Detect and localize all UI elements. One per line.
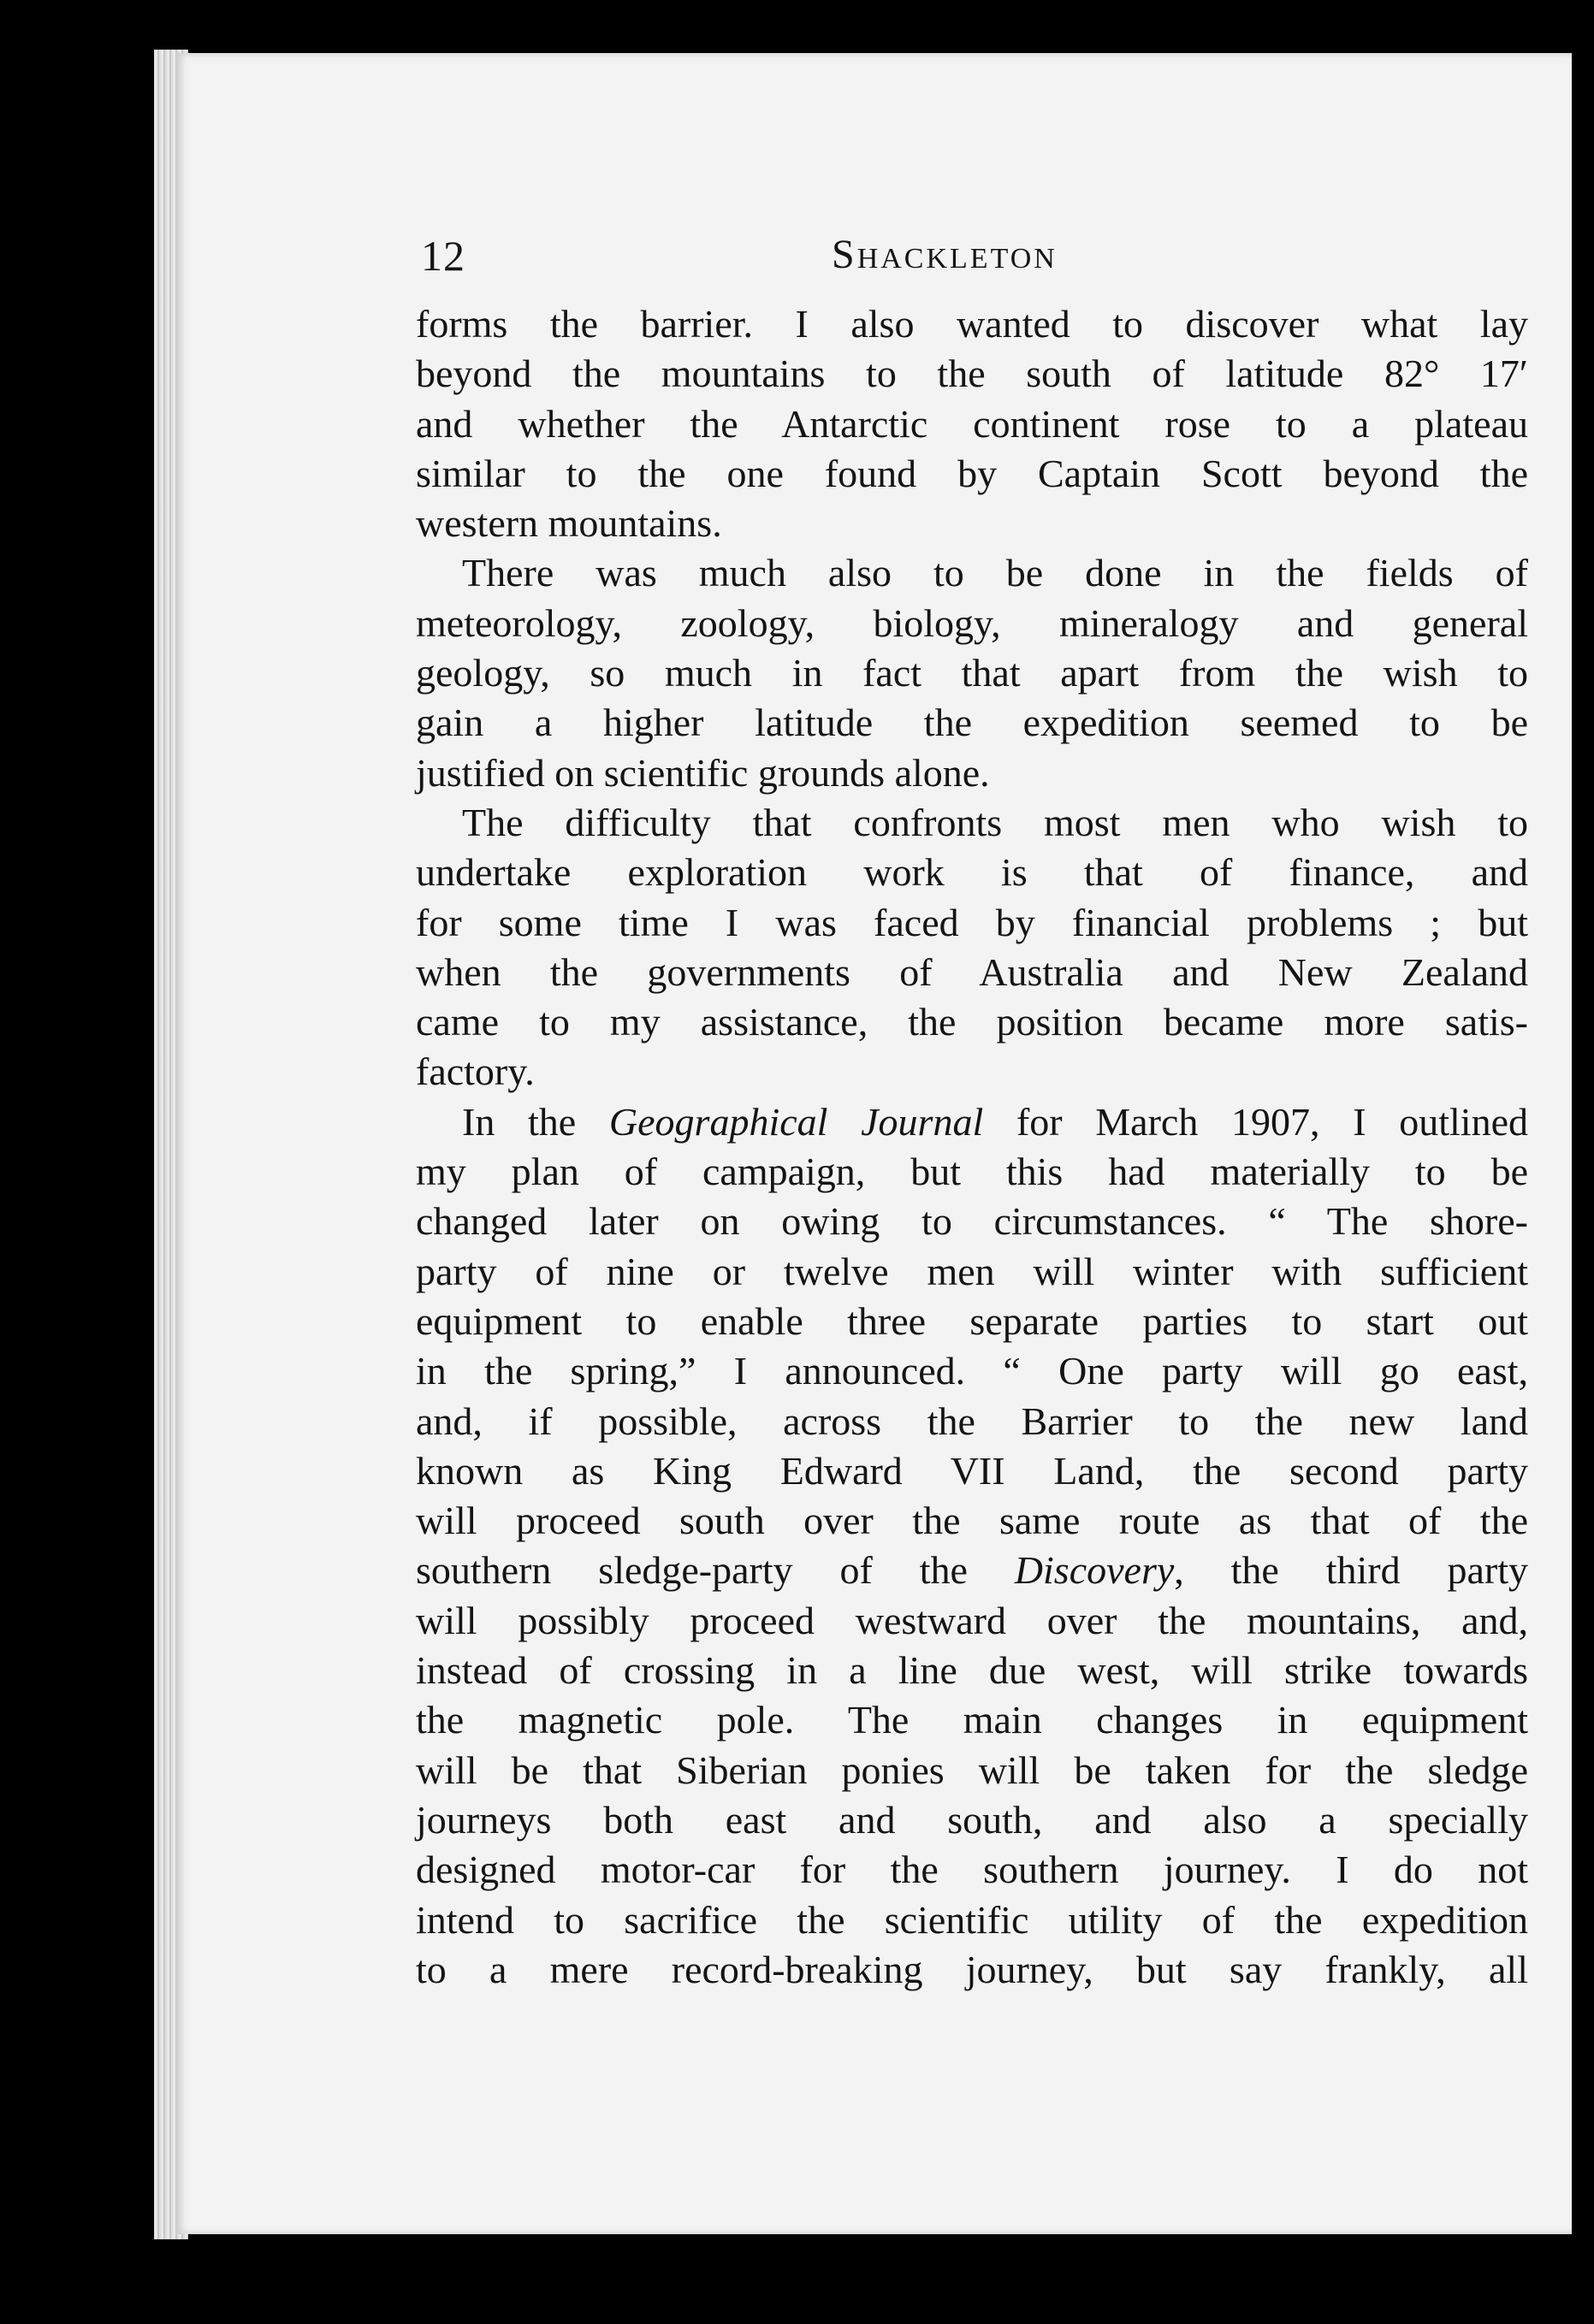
- body-text: [416, 299, 1528, 1995]
- text-line: beyond the mountains to the south of latitude 82° 17′: [416, 352, 1528, 396]
- text-line: factory.: [416, 1050, 535, 1094]
- text-line: journeys both east and south, and also a specially: [416, 1797, 1528, 1842]
- text-line: will be that Siberian ponies will be taken for the sledge: [416, 1747, 1528, 1792]
- page-number: 12: [421, 232, 465, 280]
- text-line-with-ship: [416, 1546, 1528, 1595]
- text-line: similar to the one found by Captain Scott beyond the: [416, 451, 1528, 495]
- text-fragment: In the: [462, 1099, 577, 1144]
- journal-title: Geographical Journal: [608, 1099, 984, 1144]
- text-line: meteorology, zoology, biology, mineralogy and general: [416, 600, 1528, 645]
- text-fragment: for March 1907, I outlined: [1016, 1099, 1528, 1144]
- text-line: gain a higher latitude the expedition seemed to be: [416, 701, 1528, 745]
- text-line: party of nine or twelve men will winter with sufficient: [416, 1249, 1528, 1293]
- text-line: forms the barrier. I also wanted to discover what lay: [416, 302, 1528, 346]
- text-line: will proceed south over the same route as that of the: [416, 1499, 1528, 1543]
- text-line: intend to sacrifice the scientific utility of the expedition: [416, 1897, 1528, 1942]
- text-line: western mountains.: [416, 501, 722, 546]
- text-line: instead of crossing in a line due west, will strike towards: [416, 1648, 1528, 1693]
- text-line: my plan of campaign, but this had materially to be: [416, 1150, 1528, 1194]
- text-line: justified on scientific grounds alone.: [416, 750, 990, 795]
- text-line: known as King Edward VII Land, the second party: [416, 1448, 1528, 1493]
- text-line: came to my assistance, the position became more satis-: [416, 1000, 1528, 1044]
- text-line: undertake exploration work is that of finance, and: [416, 850, 1528, 895]
- text-line: for some time I was faced by financial problems ; but: [416, 900, 1528, 944]
- text-line: the magnetic pole. The main changes in equipment: [416, 1698, 1528, 1742]
- page-header: [421, 231, 1525, 291]
- text-line: and whether the Antarctic continent rose to a plateau: [416, 401, 1528, 446]
- text-line: in the spring,” I announced. “ One party will go east,: [416, 1349, 1528, 1393]
- text-line-with-title: [416, 1097, 1528, 1147]
- text-line: to a mere record-breaking journey, but say frankly, all: [416, 1947, 1528, 1991]
- text-line: There was much also to be done in the fields of: [462, 551, 1528, 595]
- text-line: equipment to enable three separate parties to start out: [416, 1298, 1528, 1343]
- text-line: geology, so much in fact that apart from the wish to: [416, 651, 1528, 695]
- text-line: will possibly proceed westward over the mountains, and,: [416, 1598, 1528, 1642]
- text-line: when the governments of Australia and New Zealand: [416, 949, 1528, 994]
- text-fragment: southern sledge-party of the: [416, 1548, 968, 1593]
- text-line: changed later on owing to circumstances. “ The shore-: [416, 1199, 1528, 1244]
- text-line: and, if possible, across the Barrier to the new land: [416, 1399, 1528, 1443]
- running-head: Shackleton: [832, 232, 1058, 277]
- ship-name: Discovery: [1014, 1548, 1175, 1593]
- text-line: The difficulty that confronts most men who wish to: [462, 800, 1528, 844]
- text-fragment: , the third party: [1174, 1548, 1528, 1593]
- text-line: designed motor-car for the southern journey. I do not: [416, 1848, 1528, 1892]
